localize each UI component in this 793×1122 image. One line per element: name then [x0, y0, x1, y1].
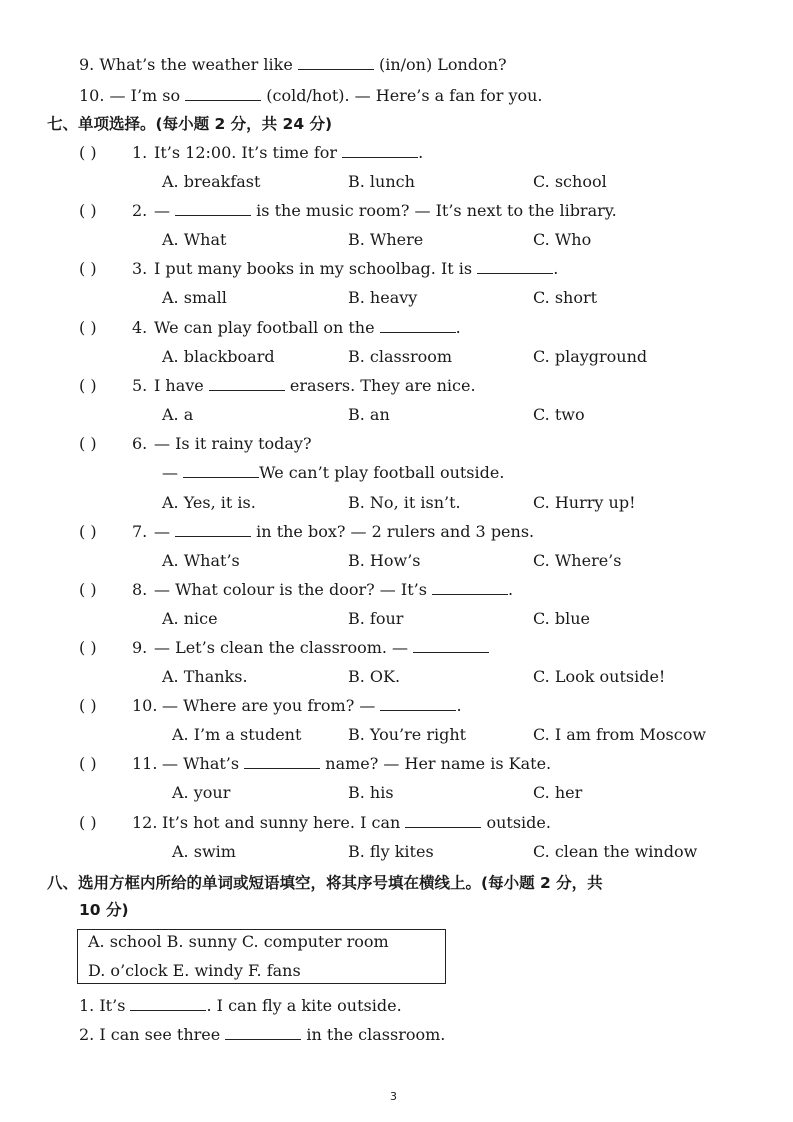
answer-bracket[interactable]: ( ): [79, 696, 97, 715]
answer-blank[interactable]: [432, 580, 508, 595]
fill-question-10: [79, 86, 543, 106]
question-text: .: [455, 318, 461, 337]
question-text: .: [456, 696, 462, 715]
question-number: 9.: [132, 638, 148, 657]
answer-bracket[interactable]: ( ): [79, 318, 97, 337]
section-8-heading: 八、选用方框内所给的单词或短语填空，将其序号填在横线上。(每小题 2 分，共: [47, 874, 603, 892]
choice-option-a[interactable]: A. I’m a student: [172, 725, 302, 744]
question-text: —: [154, 522, 176, 541]
question-number: 5.: [132, 376, 148, 395]
question-text: —: [154, 201, 176, 220]
question-text: I have: [154, 376, 209, 395]
question-text: It’s 12:00. It’s time for: [154, 143, 343, 162]
question-text: . I can fly a kite outside.: [206, 996, 402, 1015]
choice-option-a[interactable]: A. small: [162, 288, 227, 307]
question-stem: [154, 434, 312, 454]
question-text: 10. — I’m so: [79, 86, 186, 105]
question-text: erasers. They are nice.: [284, 376, 476, 395]
question-text: I put many books in my schoolbag. It is: [154, 259, 478, 278]
choice-option-c[interactable]: C. Who: [533, 230, 592, 249]
question-text: We can play football on the: [154, 318, 380, 337]
choice-option-a[interactable]: A. your: [172, 783, 231, 802]
answer-blank[interactable]: [185, 86, 261, 101]
question-text: — What colour is the door? — It’s: [154, 580, 433, 599]
question-stem: [154, 143, 423, 163]
choice-option-b[interactable]: B. Where: [348, 230, 424, 249]
question-stem: [162, 813, 551, 833]
choice-option-b[interactable]: B. OK.: [348, 667, 401, 686]
question-text: (cold/hot). — Here’s a fan for you.: [261, 86, 543, 105]
answer-blank[interactable]: [175, 522, 251, 537]
question-text: in the box? — 2 rulers and 3 pens.: [251, 522, 535, 541]
answer-blank[interactable]: [477, 259, 553, 274]
question-number: 11.: [132, 754, 158, 773]
choice-option-c[interactable]: C. Where’s: [533, 551, 622, 570]
question-text: in the classroom.: [301, 1025, 446, 1044]
question-text: name? — Her name is Kate.: [320, 754, 552, 773]
fill-question-9: [79, 55, 507, 75]
choice-option-c[interactable]: C. Look outside!: [533, 667, 666, 686]
choice-option-b[interactable]: B. his: [348, 783, 394, 802]
question-number: 4.: [132, 318, 148, 337]
choice-option-a[interactable]: A. swim: [172, 842, 236, 861]
answer-blank[interactable]: [342, 143, 418, 158]
question-number: 12.: [132, 813, 158, 832]
answer-bracket[interactable]: ( ): [79, 580, 97, 599]
question-text: 1. It’s: [79, 996, 131, 1015]
answer-blank[interactable]: [405, 813, 481, 828]
question-text: — Let’s clean the classroom. —: [154, 638, 414, 657]
answer-bracket[interactable]: ( ): [79, 434, 97, 453]
section-8-heading-cont: 10 分): [79, 901, 129, 919]
question-stem: [154, 638, 489, 658]
word-bank-box: [77, 929, 446, 984]
choice-option-b[interactable]: B. four: [348, 609, 404, 628]
answer-bracket[interactable]: ( ): [79, 522, 97, 541]
question-stem: [154, 318, 461, 338]
choice-option-b[interactable]: B. You’re right: [348, 725, 467, 744]
question-stem: [154, 376, 476, 396]
choice-option-b[interactable]: B. fly kites: [348, 842, 434, 861]
choice-option-c[interactable]: C. her: [533, 783, 583, 802]
answer-bracket[interactable]: ( ): [79, 813, 97, 832]
question-text: outside.: [481, 813, 551, 832]
question-stem: [162, 696, 462, 716]
choice-option-c[interactable]: C. blue: [533, 609, 590, 628]
answer-blank[interactable]: [413, 638, 489, 653]
choice-option-b[interactable]: B. an: [348, 405, 390, 424]
choice-option-c[interactable]: C. clean the window: [533, 842, 698, 861]
answer-blank[interactable]: [380, 696, 456, 711]
question-number: 3.: [132, 259, 148, 278]
page-number: 3: [390, 1090, 397, 1103]
answer-bracket[interactable]: ( ): [79, 754, 97, 773]
answer-blank[interactable]: [209, 376, 285, 391]
question-text: is the music room? — It’s next to the library.: [251, 201, 617, 220]
question-stem: [154, 580, 513, 600]
question-text: — Where are you from? —: [162, 696, 381, 715]
answer-bracket[interactable]: ( ): [79, 638, 97, 657]
choice-option-b[interactable]: B. How’s: [348, 551, 421, 570]
fill-question-1: [79, 996, 402, 1016]
answer-blank[interactable]: [130, 996, 206, 1011]
choice-option-a[interactable]: A. Yes, it is.: [162, 493, 256, 512]
choice-option-b[interactable]: B. lunch: [348, 172, 415, 191]
fill-question-2: [79, 1025, 445, 1045]
choice-option-b[interactable]: B. classroom: [348, 347, 453, 366]
choice-option-c[interactable]: C. playground: [533, 347, 648, 366]
dash-lead: —: [162, 463, 184, 482]
question-text: .: [553, 259, 559, 278]
question-text: 2. I can see three: [79, 1025, 226, 1044]
choice-option-b[interactable]: B. heavy: [348, 288, 418, 307]
question-stem: [162, 754, 551, 774]
choice-option-a[interactable]: A. nice: [162, 609, 218, 628]
choice-option-c[interactable]: C. Hurry up!: [533, 493, 636, 512]
question-number: 10.: [132, 696, 158, 715]
word-bank-row: D. o’clock E. windy F. fans: [88, 961, 301, 980]
question-number: 8.: [132, 580, 148, 599]
question-text: 9. What’s the weather like: [79, 55, 298, 74]
word-bank-row: A. school B. sunny C. computer room: [88, 932, 389, 951]
question-dialogue-line: [162, 463, 504, 483]
answer-bracket[interactable]: ( ): [79, 143, 97, 162]
section-7-heading: 七、单项选择。(每小题 2 分，共 24 分): [47, 115, 333, 133]
choice-option-c[interactable]: C. I am from Moscow: [533, 725, 707, 744]
choice-option-a[interactable]: A. breakfast: [162, 172, 261, 191]
answer-blank[interactable]: [298, 55, 374, 70]
question-text: .: [418, 143, 424, 162]
answer-bracket[interactable]: ( ): [79, 201, 97, 220]
question-text: It’s hot and sunny here. I can: [162, 813, 406, 832]
answer-blank[interactable]: [244, 754, 320, 769]
question-stem: [154, 259, 558, 279]
choice-option-c[interactable]: C. short: [533, 288, 598, 307]
question-number: 2.: [132, 201, 148, 220]
choice-option-a[interactable]: A. What’s: [162, 551, 240, 570]
choice-option-c[interactable]: C. two: [533, 405, 585, 424]
question-text: — Is it rainy today?: [154, 434, 312, 453]
question-text: We can’t play football outside.: [259, 463, 505, 482]
choice-option-a[interactable]: A. blackboard: [162, 347, 275, 366]
answer-bracket[interactable]: ( ): [79, 259, 97, 278]
answer-blank[interactable]: [380, 318, 456, 333]
choice-option-a[interactable]: A. Thanks.: [162, 667, 248, 686]
choice-option-a[interactable]: A. What: [162, 230, 227, 249]
question-stem: [154, 522, 534, 542]
question-number: 6.: [132, 434, 148, 453]
choice-option-b[interactable]: B. No, it isn’t.: [348, 493, 461, 512]
choice-option-c[interactable]: C. school: [533, 172, 607, 191]
answer-blank[interactable]: [225, 1025, 301, 1040]
answer-blank[interactable]: [175, 201, 251, 216]
question-text: .: [508, 580, 514, 599]
question-number: 1.: [132, 143, 148, 162]
question-text: (in/on) London?: [373, 55, 507, 74]
answer-blank[interactable]: [183, 463, 259, 478]
question-stem: [154, 201, 617, 221]
answer-bracket[interactable]: ( ): [79, 376, 97, 395]
question-number: 7.: [132, 522, 148, 541]
question-text: — What’s: [162, 754, 245, 773]
choice-option-a[interactable]: A. a: [162, 405, 194, 424]
